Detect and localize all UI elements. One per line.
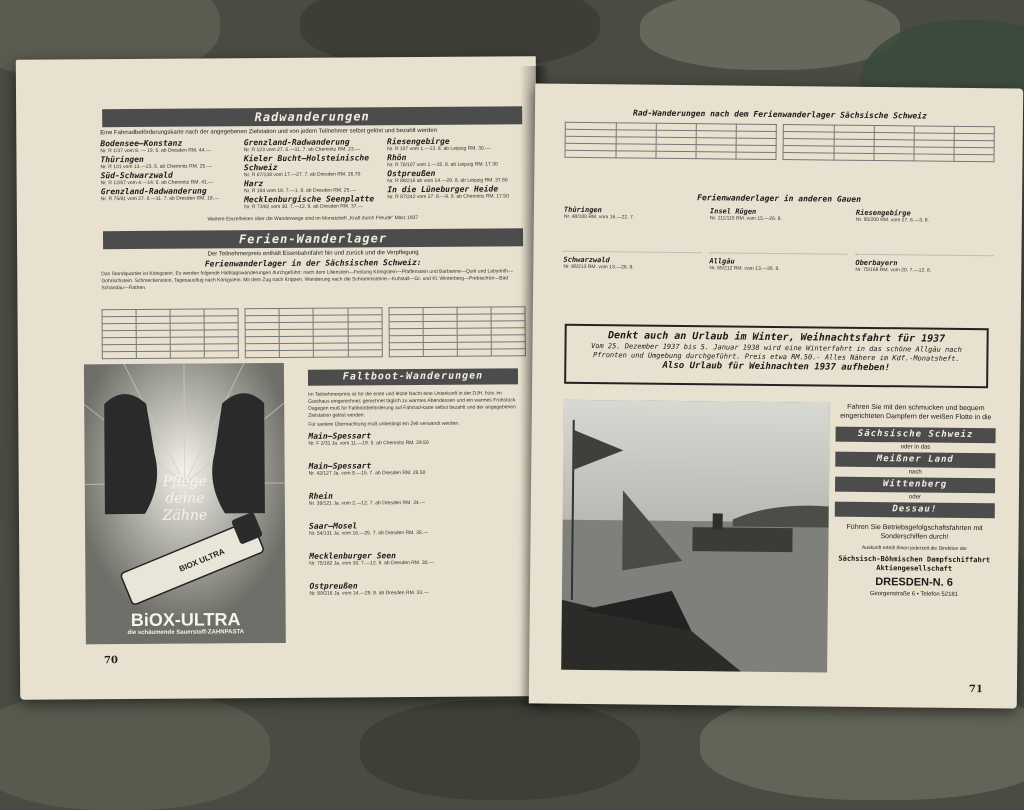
tour-line: Nr. R 101 vom 13.—23. 5. ab Chemnitz RM. 25.— <box>100 163 212 171</box>
tour-line: Nr. 89/216 Ja. vom 14.—29. 8. ab Dresden RM. 33.— <box>309 589 429 597</box>
radwanderungen-listing <box>100 136 524 212</box>
winter-trip-box <box>564 324 989 388</box>
schedule-table <box>388 306 526 357</box>
tour-name: Thüringen <box>100 154 144 165</box>
region-name: Thüringen <box>563 205 602 215</box>
schedule-table <box>564 122 776 160</box>
tour-line: Nr. R 184 vom 18. 7.—1. 8. ab Dresden RM. 25.— <box>244 187 356 195</box>
tube-label: BIOX ULTRA <box>177 546 226 574</box>
steamer-company: Sächsisch-Böhmischen Dampfschiffahrt Aktiengesellschaft <box>838 554 991 573</box>
region-entry <box>709 207 847 254</box>
region-entry <box>855 259 993 305</box>
connector-text: nach <box>908 469 922 476</box>
tour-line: Nr. 75/182 Ja. vom 30. 7.—12. 8. ab Dresden RM. 30.— <box>309 559 434 567</box>
schedule-table <box>245 307 383 358</box>
faltboot-list <box>308 430 519 597</box>
region-line: Nr. 96/213 RM. vom 13.—26. 8. <box>563 263 634 271</box>
connector-text: oder in das <box>900 444 931 451</box>
tour-name: Mecklenburgische Seenplatte <box>244 194 375 205</box>
tour-line: Nr. R 75/81 vom 27. 6.—11. 7. ab Dresden RM. 18.— <box>100 195 220 203</box>
connector-text: oder <box>908 494 921 501</box>
region-text-filler <box>709 272 847 303</box>
tour-name: Riesengebirge <box>386 136 450 147</box>
tour-name: Saar—Mosel <box>309 521 358 531</box>
region-text-filler <box>709 222 847 254</box>
tour-line: Nr. R 67/138 vom 17.—27. 7. ab Dresden RM. 26.70 <box>243 171 361 179</box>
tour-line: Nr. 42/127 Ja. vom 9.—15. 7. ab Dresden RM. 28.50 <box>308 469 426 477</box>
region-entry <box>563 206 701 253</box>
destination-banner: Sächsische Schweiz <box>836 427 996 444</box>
region-text-filler <box>855 224 993 256</box>
region-name: Oberbayern <box>855 258 898 268</box>
radwanderungen-heading: Radwanderungen <box>102 106 522 127</box>
tour-name: Rhein <box>308 491 333 501</box>
tour-line: Nr. R 1/37 vom 8. — 19. 5. ab Dresden RM. 44.— <box>100 147 211 155</box>
region-text-filler <box>563 271 701 302</box>
ferienwanderlager-text: Das Standquartier ist Königstein. Es werden folgende Halbtagswanderungen durchgeführt: nach dem Lilienstein—Festung Königstein—Pfaffenstein und Barbarine—Quirl und Labyrinth—Gohrischstein. Schmeckenstein, Tagesausflug nach Königstein. Mit dem Zug nach Krippen, Wanderung nach die Schrammsteine—Kuhstall—Gr. und Kl. Winterberg—Prebischtor—Bad Schandau—Rathen. <box>101 268 514 292</box>
destination-banner: Meißner Land <box>835 452 995 469</box>
region-name: Insel Rügen <box>709 207 757 216</box>
region-text-filler <box>855 274 993 305</box>
tour-name: Main—Spessart <box>308 431 372 441</box>
winter-trip-body: Vom 25. Dezember 1937 bis 5. Januar 1938 wird eine Winterfahrt in das schöne Allgäu nach Pfronten und Umgebung durchgeführt. Preis etwa RM.50.- Alles Nähere im Kdf.-Monatsheft. <box>591 342 962 363</box>
region-entry <box>855 209 993 256</box>
region-line: Nr. 111/115 RM. vom 15.—26. 8. <box>709 215 782 223</box>
tour-line: Nr. R 12/67 vom 4.—14. 6. ab Chemnitz RM. 41.— <box>100 179 214 187</box>
tour-name: Rhön <box>387 153 407 163</box>
ad-brand: BiOX-ULTRA <box>130 609 241 631</box>
regions-grid <box>563 206 994 305</box>
steamer-ad-info: Auskunft erteilt Ihnen jederzeit die Direktion der <box>861 544 967 553</box>
toothpaste-ad <box>84 363 286 644</box>
winter-trip-closing: Also Urlaub für Weihnachten 1937 aufheben! <box>662 360 891 374</box>
tour-name: Harz <box>243 179 264 189</box>
right-page <box>529 83 1023 708</box>
faltboot-note: Für weitere Übernachtung muß unbedingt ein Zelt verwandt werden. <box>308 420 460 428</box>
right-schedule-tables <box>564 122 994 163</box>
steamer-ad <box>834 403 996 599</box>
tour-name: Grenzland-Radwanderung <box>100 186 207 197</box>
left-page <box>16 56 540 700</box>
winter-trip-title: Denkt auch an Urlaub im Winter, Weihnachtsfahrt für 1937 <box>607 330 946 345</box>
destination-banner: Wittenberg <box>835 477 995 494</box>
tour-name: Ostpreußen <box>309 581 358 591</box>
tour-name: Mecklenburger Seen <box>309 551 396 561</box>
steamer-ad-mid: Führen Sie Betriebsgefolgschaftsfahrten mit Sonderschiffen durch! <box>846 523 983 541</box>
destination-banner: Dessau! <box>835 502 995 519</box>
region-line: Nr. 48/100 RM. vom 16.—22. 7. <box>563 213 635 221</box>
ad-slogan-line: Pflege <box>162 473 207 490</box>
rad-wanderungen-title: Rad-Wanderungen nach dem Ferienwanderlager Sächsische Schweiz <box>633 108 927 121</box>
region-entry <box>563 256 701 302</box>
region-name: Riesengebirge <box>855 208 911 218</box>
tour-name: In die Lüneburger Heide <box>387 184 499 195</box>
region-name: Allgäu <box>709 257 735 266</box>
ferienwanderlager-heading: Ferien-Wanderlager <box>103 228 523 249</box>
tour-line: Nr. R 123 vom 27. 6.—11. 7. ab Chemnitz RM. 23.— <box>243 146 361 154</box>
tour-name: Ostpreußen <box>387 168 436 179</box>
tour-line: Nr. R 89/216 ab vom 14.—29. 8. ab Leipzig RM. 37.50 <box>387 177 508 185</box>
tour-name: Kieler Bucht—Holsteinische Schweiz <box>243 153 370 173</box>
faltboot-intro: Im Teilnehmerpreis ist für die erste und letzte Nacht eine Unterkunft in der DJH. bzw. im Gasthaus eingerechnet; gerechnet täglich zu warmes Abendessen und ein warmes Frühstück. Dagegen muß für Faltbootbeförderung auf Fahrrad-karte selbst bezahlt und der angegebenen Zielstation gelöst werden. <box>308 390 517 419</box>
region-line: Nr. 95/200 RM. vom 27. 6.—3. 8. <box>855 216 929 224</box>
faltboot-heading: Faltboot-Wanderungen <box>308 368 518 385</box>
region-entry <box>709 257 847 303</box>
ad-tagline-line: die schäumende <box>127 629 175 637</box>
tour-name: Grenzland-Radwanderung <box>243 137 350 148</box>
tour-line: Nr. F 2/31 Ja. vom 11.—19. 5. ab Chemnitz RM. 29.50 <box>308 439 429 447</box>
magazine-spread <box>8 56 1020 706</box>
radwanderungen-footer: Weitere Einzelheiten über die Wanderwege sind im Monatsheft „Kraft durch Freude“ März 1937 <box>207 215 419 223</box>
region-text-filler <box>563 221 701 253</box>
schedule-table <box>782 124 994 162</box>
region-name: Schwarzwald <box>563 255 610 265</box>
steamer-photo-illustration <box>561 400 830 673</box>
tour-name: Süd-Schwarzwald <box>100 170 173 181</box>
page-number-right: 71 <box>968 684 983 696</box>
ferienwanderlager-intro: Der Teilnehmerpreis enthält Eisenbahnfahrt hin und zurück und die Verpflegung <box>207 250 419 258</box>
schedule-tables <box>102 306 526 359</box>
tour-name: Main—Spessart <box>308 461 372 471</box>
ad-tagline-line: Sauerstoff-ZAHNPASTA <box>176 629 245 636</box>
ad-slogan <box>145 473 225 525</box>
tour-line: Nr. R 70/107 vom 1.—15. 8. ab Leipzig RM. 17.30 <box>387 161 498 169</box>
steamer-ad-intro: Fahren Sie mit den schmucken und bequem eingerichteten Dampfern der weißen Flotte in die <box>840 403 992 422</box>
ferienwanderlager-gaue-title: Ferienwanderlager in anderen Gauen <box>697 193 861 204</box>
tour-name: Bodensee—Konstanz <box>100 138 183 149</box>
region-line: Nr. 75/168 RM. vom 20. 7.—12. 8. <box>855 266 932 274</box>
tour-line: Nr. 38/121 Ja. vom 2.—12. 7. ab Dresden RM. 34.— <box>308 499 426 507</box>
tour-line: Nr. 54/131 Ja. vom 16.—25. 7. ab Dresden RM. 35.— <box>309 529 429 537</box>
tour-line: Nr. R 73/82 vom 30. 7.—12. 8. ab Dresden RM. 37.— <box>244 203 363 211</box>
radwanderungen-intro: Eine Fahrradbeförderungskarte nach der angegebenen Zielstation und von jedem Teilnehmer selbst gelöst und bezahlt werden <box>100 127 438 137</box>
ad-slogan-line: deine <box>165 490 205 507</box>
tour-line: Nr. R 107 vom 1.—13. 8. ab Leipzig RM. 30.— <box>387 145 491 153</box>
page-number-left: 70 <box>103 655 118 667</box>
steamer-city: DRESDEN-N. 6 <box>875 576 953 589</box>
ad-slogan-line: Zähne <box>162 507 208 524</box>
ad-tagline <box>86 629 286 637</box>
steamer-photo <box>561 400 830 673</box>
region-line: Nr. 65/212 RM. vom 13.—26. 8. <box>709 265 780 273</box>
tour-line: Nr. R 87/242 vom 27. 8.—9. 9. ab Chemnitz RM. 17.50 <box>387 193 509 201</box>
ferienwanderlager-subtitle: Ferienwanderlager in der Sächsischen Schweiz: <box>204 257 422 269</box>
schedule-table <box>102 308 240 359</box>
steamer-address: Georgenstraße 6 • Telefon 52181 <box>869 590 959 598</box>
